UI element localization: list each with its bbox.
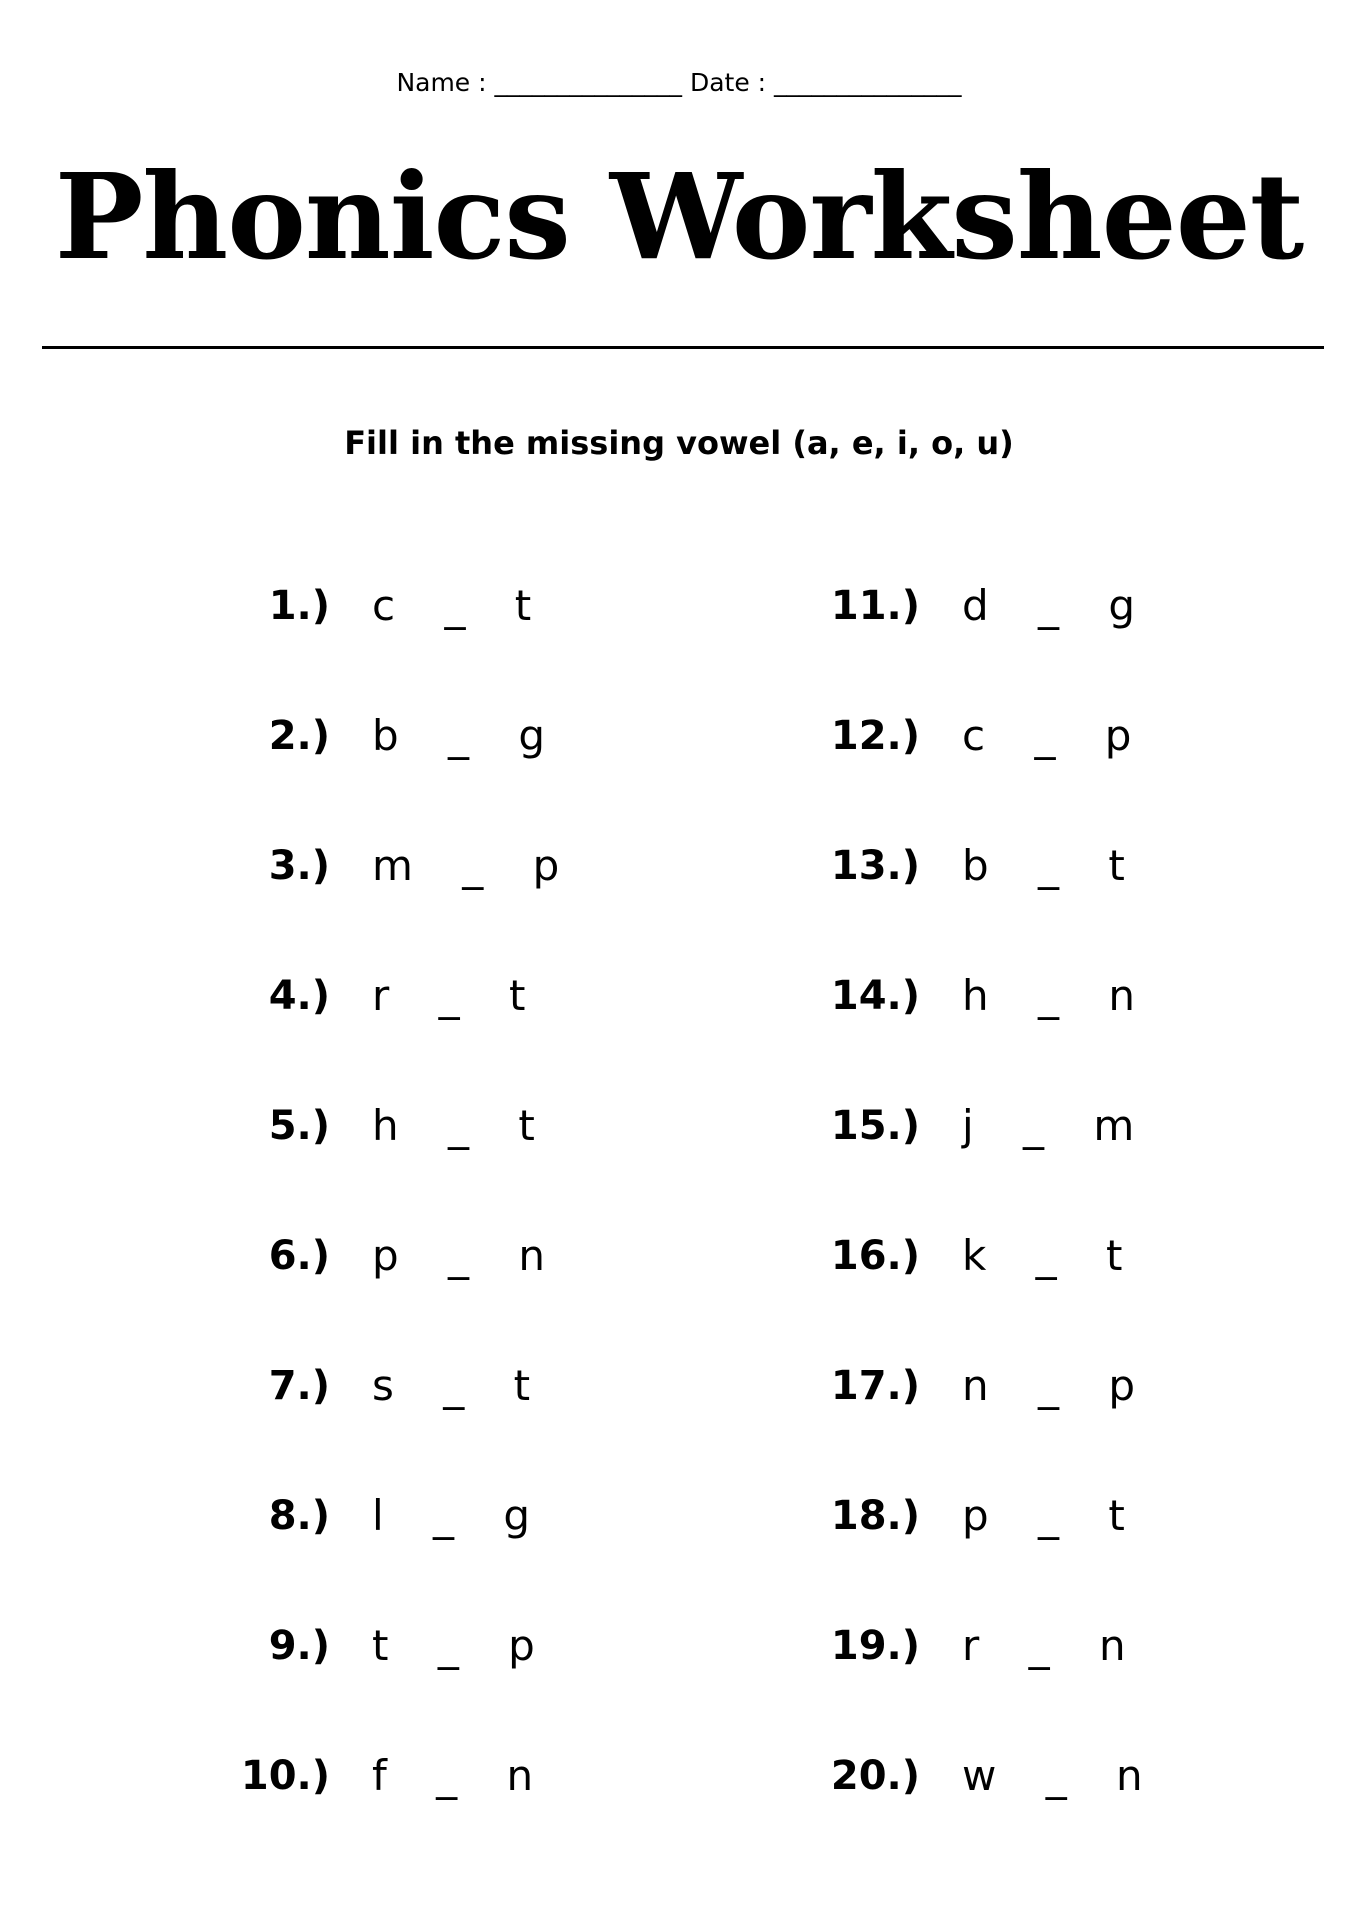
exercise-item [790,1752,1270,1882]
name-label: Name : [396,68,487,97]
item-number: 16.) [830,1233,920,1279]
exercise-item [200,1622,680,1752]
item-word[interactable]: m _ p [372,841,578,890]
exercise-item [790,582,1270,712]
item-word[interactable]: c _ p [962,711,1150,760]
exercise-item [790,972,1270,1102]
item-word[interactable]: b _ g [372,711,564,760]
item-word[interactable]: k _ t [962,1231,1141,1280]
item-number: 15.) [830,1103,920,1149]
item-number: 11.) [830,583,920,629]
name-date-header [0,68,1358,97]
exercise-item [790,1232,1270,1362]
exercise-item [790,712,1270,842]
item-number: 17.) [830,1363,920,1409]
item-number: 9.) [268,1623,330,1669]
exercise-item [200,972,680,1102]
exercise-item [200,712,680,842]
worksheet-title: Phonics Worksheet [54,147,1304,286]
exercise-item [790,1492,1270,1622]
name-blank[interactable]: _______________ [494,68,683,97]
item-number: 3.) [268,843,330,889]
item-number: 7.) [268,1363,330,1409]
item-word[interactable]: w _ n [962,1751,1161,1800]
item-word[interactable]: s _ t [372,1361,549,1410]
item-number: 2.) [268,713,330,759]
date-blank[interactable]: _______________ [774,68,962,97]
item-word[interactable]: h _ t [372,1101,553,1150]
exercise-item [200,1102,680,1232]
item-word[interactable]: h _ n [962,971,1153,1020]
exercise-item [790,1362,1270,1492]
exercise-item [790,842,1270,972]
exercise-item [200,1752,680,1882]
item-number: 13.) [830,843,920,889]
item-word[interactable]: r _ n [962,1621,1144,1670]
item-word[interactable]: l _ g [372,1491,549,1540]
item-word[interactable]: p _ n [372,1231,563,1280]
item-number: 12.) [830,713,920,759]
left-column [200,582,680,1882]
item-word[interactable]: d _ g [962,581,1154,630]
item-word[interactable]: n _ p [962,1361,1153,1410]
item-number: 4.) [268,973,330,1019]
item-number: 10.) [240,1753,330,1799]
item-number: 5.) [268,1103,330,1149]
exercise-item [200,582,680,712]
item-word[interactable]: f _ n [372,1751,552,1800]
item-word[interactable]: b _ t [962,841,1143,890]
exercise-item [200,1232,680,1362]
item-word[interactable]: t _ p [372,1621,553,1670]
item-word[interactable]: r _ t [372,971,544,1020]
item-word[interactable]: p _ t [962,1491,1143,1540]
exercise-item [200,842,680,972]
right-column [790,582,1270,1882]
item-number: 19.) [830,1623,920,1669]
title-divider [42,346,1324,349]
item-number: 20.) [830,1753,920,1799]
item-number: 8.) [268,1493,330,1539]
exercise-item [790,1622,1270,1752]
item-number: 18.) [830,1493,920,1539]
instruction-text: Fill in the missing vowel (a, e, i, o, u) [344,424,1014,462]
item-number: 6.) [268,1233,330,1279]
item-word[interactable]: j _ m [962,1101,1153,1150]
exercise-item [200,1492,680,1622]
exercise-item [790,1102,1270,1232]
item-number: 1.) [268,583,330,629]
item-number: 14.) [830,973,920,1019]
item-word[interactable]: c _ t [372,581,550,630]
date-label: Date : [689,68,767,97]
exercise-item [200,1362,680,1492]
